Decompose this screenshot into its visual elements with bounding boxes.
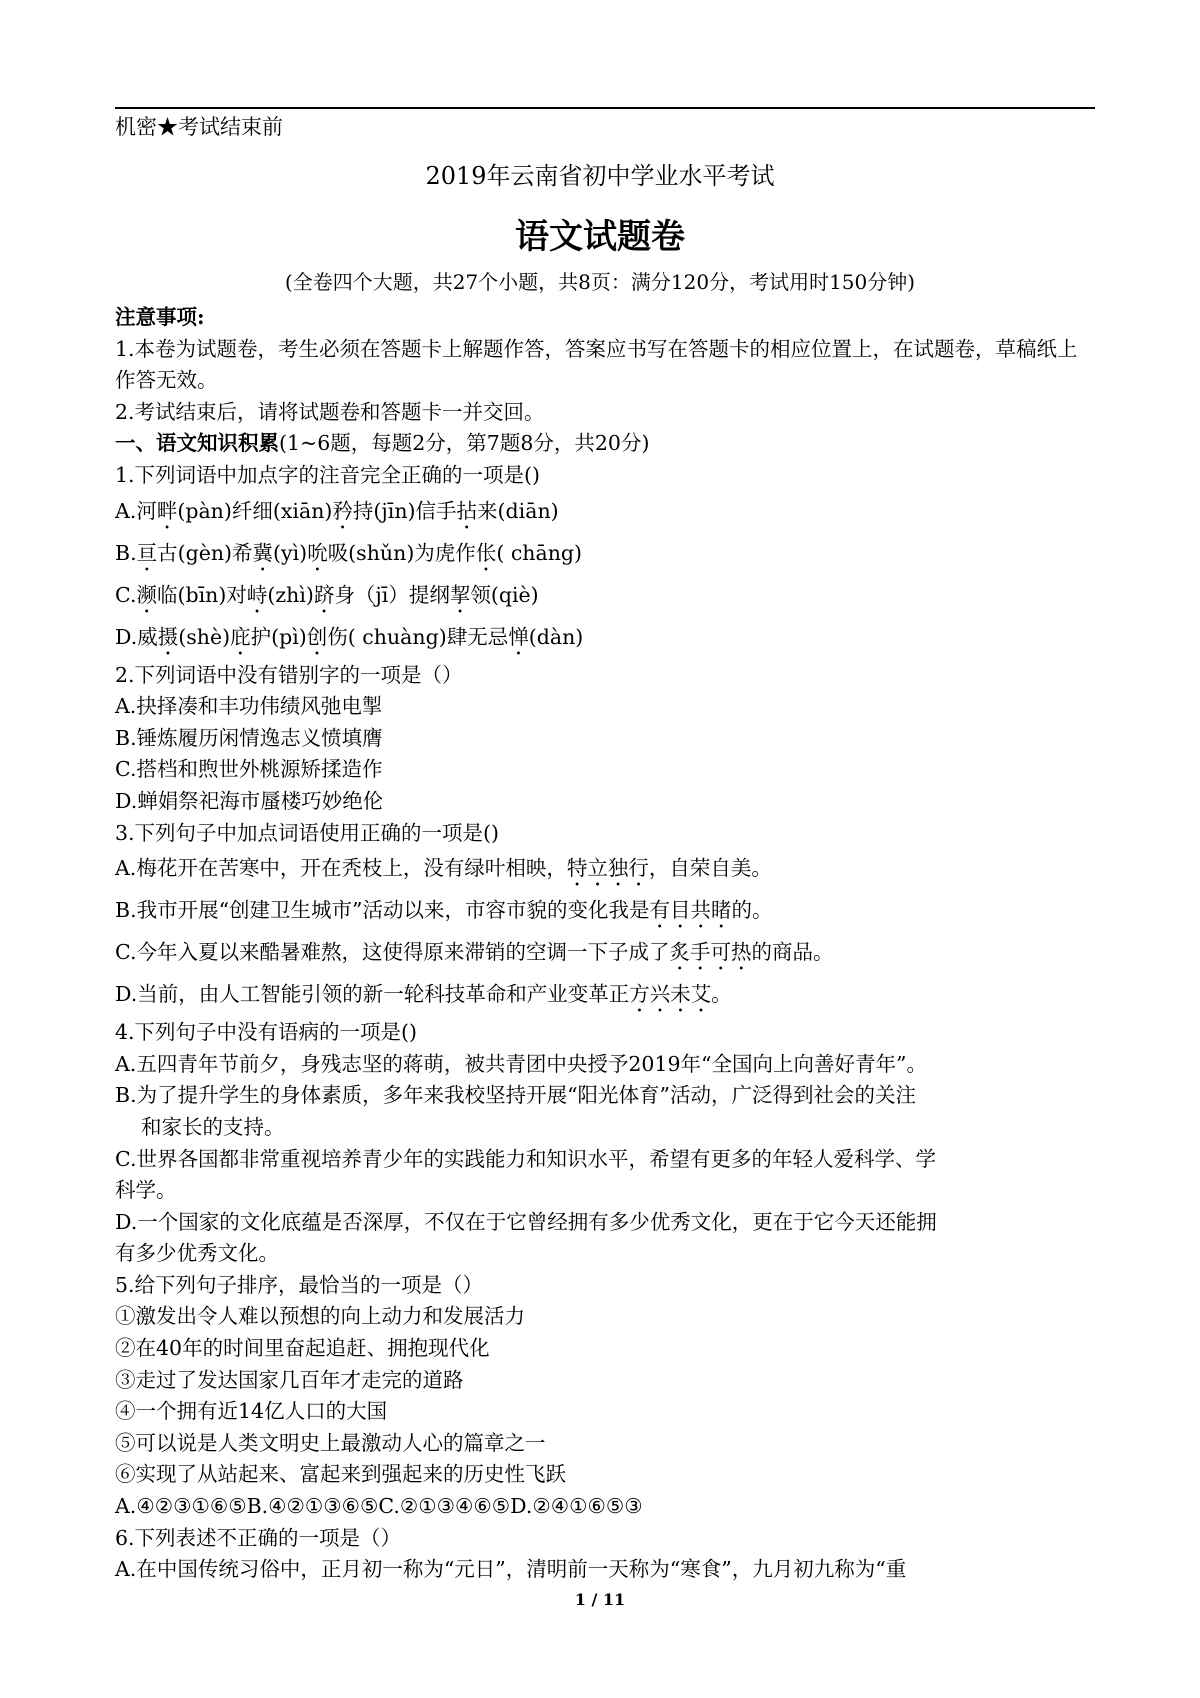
- q3-option-c: C.今年入夏以来酷暑难熬，这使得原来滞销的空调一下子成了炙手可热的商品。: [115, 940, 834, 965]
- section-1-title: 一、语文知识积累: [115, 431, 279, 456]
- q3-option-a: A.梅花开在苦寒中，开在秃枝上，没有绿叶相映，特立独行，自荣自美。: [115, 856, 772, 881]
- q5-sentence-4: ④一个拥有近14亿人口的大国: [115, 1399, 388, 1424]
- dotted-char: 拈: [456, 498, 478, 523]
- dotted-phrase: 特立独行: [566, 856, 649, 881]
- q5-sentence-1: ①激发出令人难以预想的向上动力和发展活力: [115, 1304, 525, 1329]
- q1-stem: 1.下列词语中加点字的注音完全正确的一项是(): [115, 462, 541, 487]
- dotted-char: 畔: [156, 498, 178, 523]
- q3-stem: 3.下列句子中加点词语使用正确的一项是(): [115, 820, 500, 845]
- note-item-2: 2.考试结束后，请将试题卷和答题卡一并交回。: [115, 399, 545, 424]
- q5-sentence-2: ②在40年的时间里奋起追赶、拥抱现代化: [115, 1336, 490, 1361]
- dotted-char: 挈: [449, 582, 471, 607]
- q5-options: A.④②③①⑥⑤B.④②①③⑥⑤C.②①③④⑥⑤D.②④①⑥⑤③: [115, 1494, 643, 1519]
- q1-option-a: A.河畔(pàn)纤细(xiān)矜持(jīn)信手拈来(diān): [115, 498, 559, 523]
- q5-sentence-6: ⑥实现了从站起来、富起来到强起来的历史性飞跃: [115, 1462, 566, 1487]
- exam-subtitle: 2019年云南省初中学业水平考试: [425, 162, 775, 190]
- q2-option-a: A.抉择凑和丰功伟绩风弛电掣: [115, 694, 383, 719]
- q3-option-b: B.我市开展“创建卫生城市”活动以来，市容市貌的变化我是有目共睹的。: [115, 898, 773, 923]
- q2-option-c: C.搭档和煦世外桃源矫揉造作: [115, 757, 383, 782]
- confidential-label: 机密★考试结束前: [115, 115, 283, 139]
- section-1-detail: (1~6题，每题2分，第7题8分，共20分): [279, 431, 650, 456]
- dotted-phrase: 方兴未艾: [629, 982, 712, 1007]
- dotted-phrase: 炙手可热: [669, 940, 752, 965]
- exam-meta: (全卷四个大题，共27个小题，共8页：满分120分，考试用时150分钟): [284, 270, 916, 294]
- exam-content: [115, 302, 1095, 1586]
- dotted-char: 亘: [136, 540, 158, 565]
- dotted-char: 伥: [475, 540, 497, 565]
- q4-option-c-line1: C.世界各国都非常重视培养青少年的实践能力和知识水平，希望有更多的年轻人爱科学、学: [115, 1146, 936, 1171]
- q4-option-b-line1: B.为了提升学生的身体素质，多年来我校坚持开展“阳光体育”活动，广泛得到社会的关注: [115, 1083, 917, 1108]
- q4-option-b-line2: 和家长的支持。: [141, 1114, 285, 1139]
- dotted-char: 峙: [246, 582, 268, 607]
- q4-option-a: A.五四青年节前夕，身残志坚的蒋萌，被共青团中央授予2019年“全国向上向善好青年”。: [115, 1051, 927, 1076]
- q2-option-d: D.蝉娟祭祀海市蜃楼巧妙绝伦: [115, 788, 384, 813]
- dotted-char: 吮: [307, 540, 328, 565]
- dotted-char: 濒: [136, 582, 157, 607]
- q4-option-c-line2: 科学。: [115, 1178, 177, 1203]
- dotted-char: 冀: [252, 540, 274, 565]
- q6-stem: 6.下列表述不正确的一项是（）: [115, 1525, 402, 1550]
- q4-option-d-line1: D.一个国家的文化底蕴是否深厚，不仅在于它曾经拥有多少优秀文化，更在于它今天还能拥: [115, 1209, 937, 1234]
- dotted-char: 矜: [332, 498, 353, 523]
- exam-title: 语文试题卷: [515, 217, 685, 257]
- q5-sentence-5: ⑤可以说是人类文明史上最激动人心的篇章之一: [115, 1430, 546, 1455]
- q6-option-a: A.在中国传统习俗中，正月初一称为“元日”，清明前一天称为“寒食”，九月初九称为“重: [115, 1557, 907, 1582]
- q5-sentence-3: ③走过了发达国家几百年才走完的道路: [115, 1367, 464, 1392]
- notes-heading: 注意事项:: [115, 305, 205, 329]
- dotted-char: 创: [306, 624, 328, 649]
- q1-option-d: D.威摄(shè)庇护(pì)创伤( chuàng)肆无忌惮(dàn): [115, 624, 584, 649]
- dotted-char: 庇: [230, 624, 251, 649]
- q1-option-c: C.濒临(bīn)对峙(zhì)跻身（jī）提纲挈领(qiè): [115, 582, 539, 607]
- section-1-heading: [115, 428, 1095, 460]
- q1-option-b: B.亘古(gèn)希冀(yì)吮吸(shǔn)为虎作伥( chāng): [115, 540, 583, 565]
- page-number: 1 / 11: [574, 1590, 626, 1609]
- note-item-1: 1.本卷为试题卷，考生必须在答题卡上解题作答，答案应书写在答题卡的相应位置上，在试题卷，草稿纸上作答无效。: [115, 336, 1078, 393]
- q2-option-b: B.锤炼履历闲情逸志义愤填膺: [115, 725, 383, 750]
- dotted-char: 惮: [508, 624, 529, 649]
- dotted-char: 摄: [157, 624, 179, 649]
- q4-stem: 4.下列句子中没有语病的一项是(): [115, 1020, 418, 1045]
- q4-option-d-line2: 有多少优秀文化。: [115, 1241, 279, 1266]
- q2-stem: 2.下列词语中没有错别字的一项是（）: [115, 662, 463, 687]
- q3-option-d: D.当前，由人工智能引领的新一轮科技革命和产业变革正方兴未艾。: [115, 982, 732, 1007]
- top-rule: [115, 107, 1095, 109]
- dotted-phrase: 有目共睹: [649, 898, 732, 923]
- dotted-char: 跻: [313, 582, 335, 607]
- q5-stem: 5.给下列句子排序，最恰当的一项是（）: [115, 1272, 484, 1297]
